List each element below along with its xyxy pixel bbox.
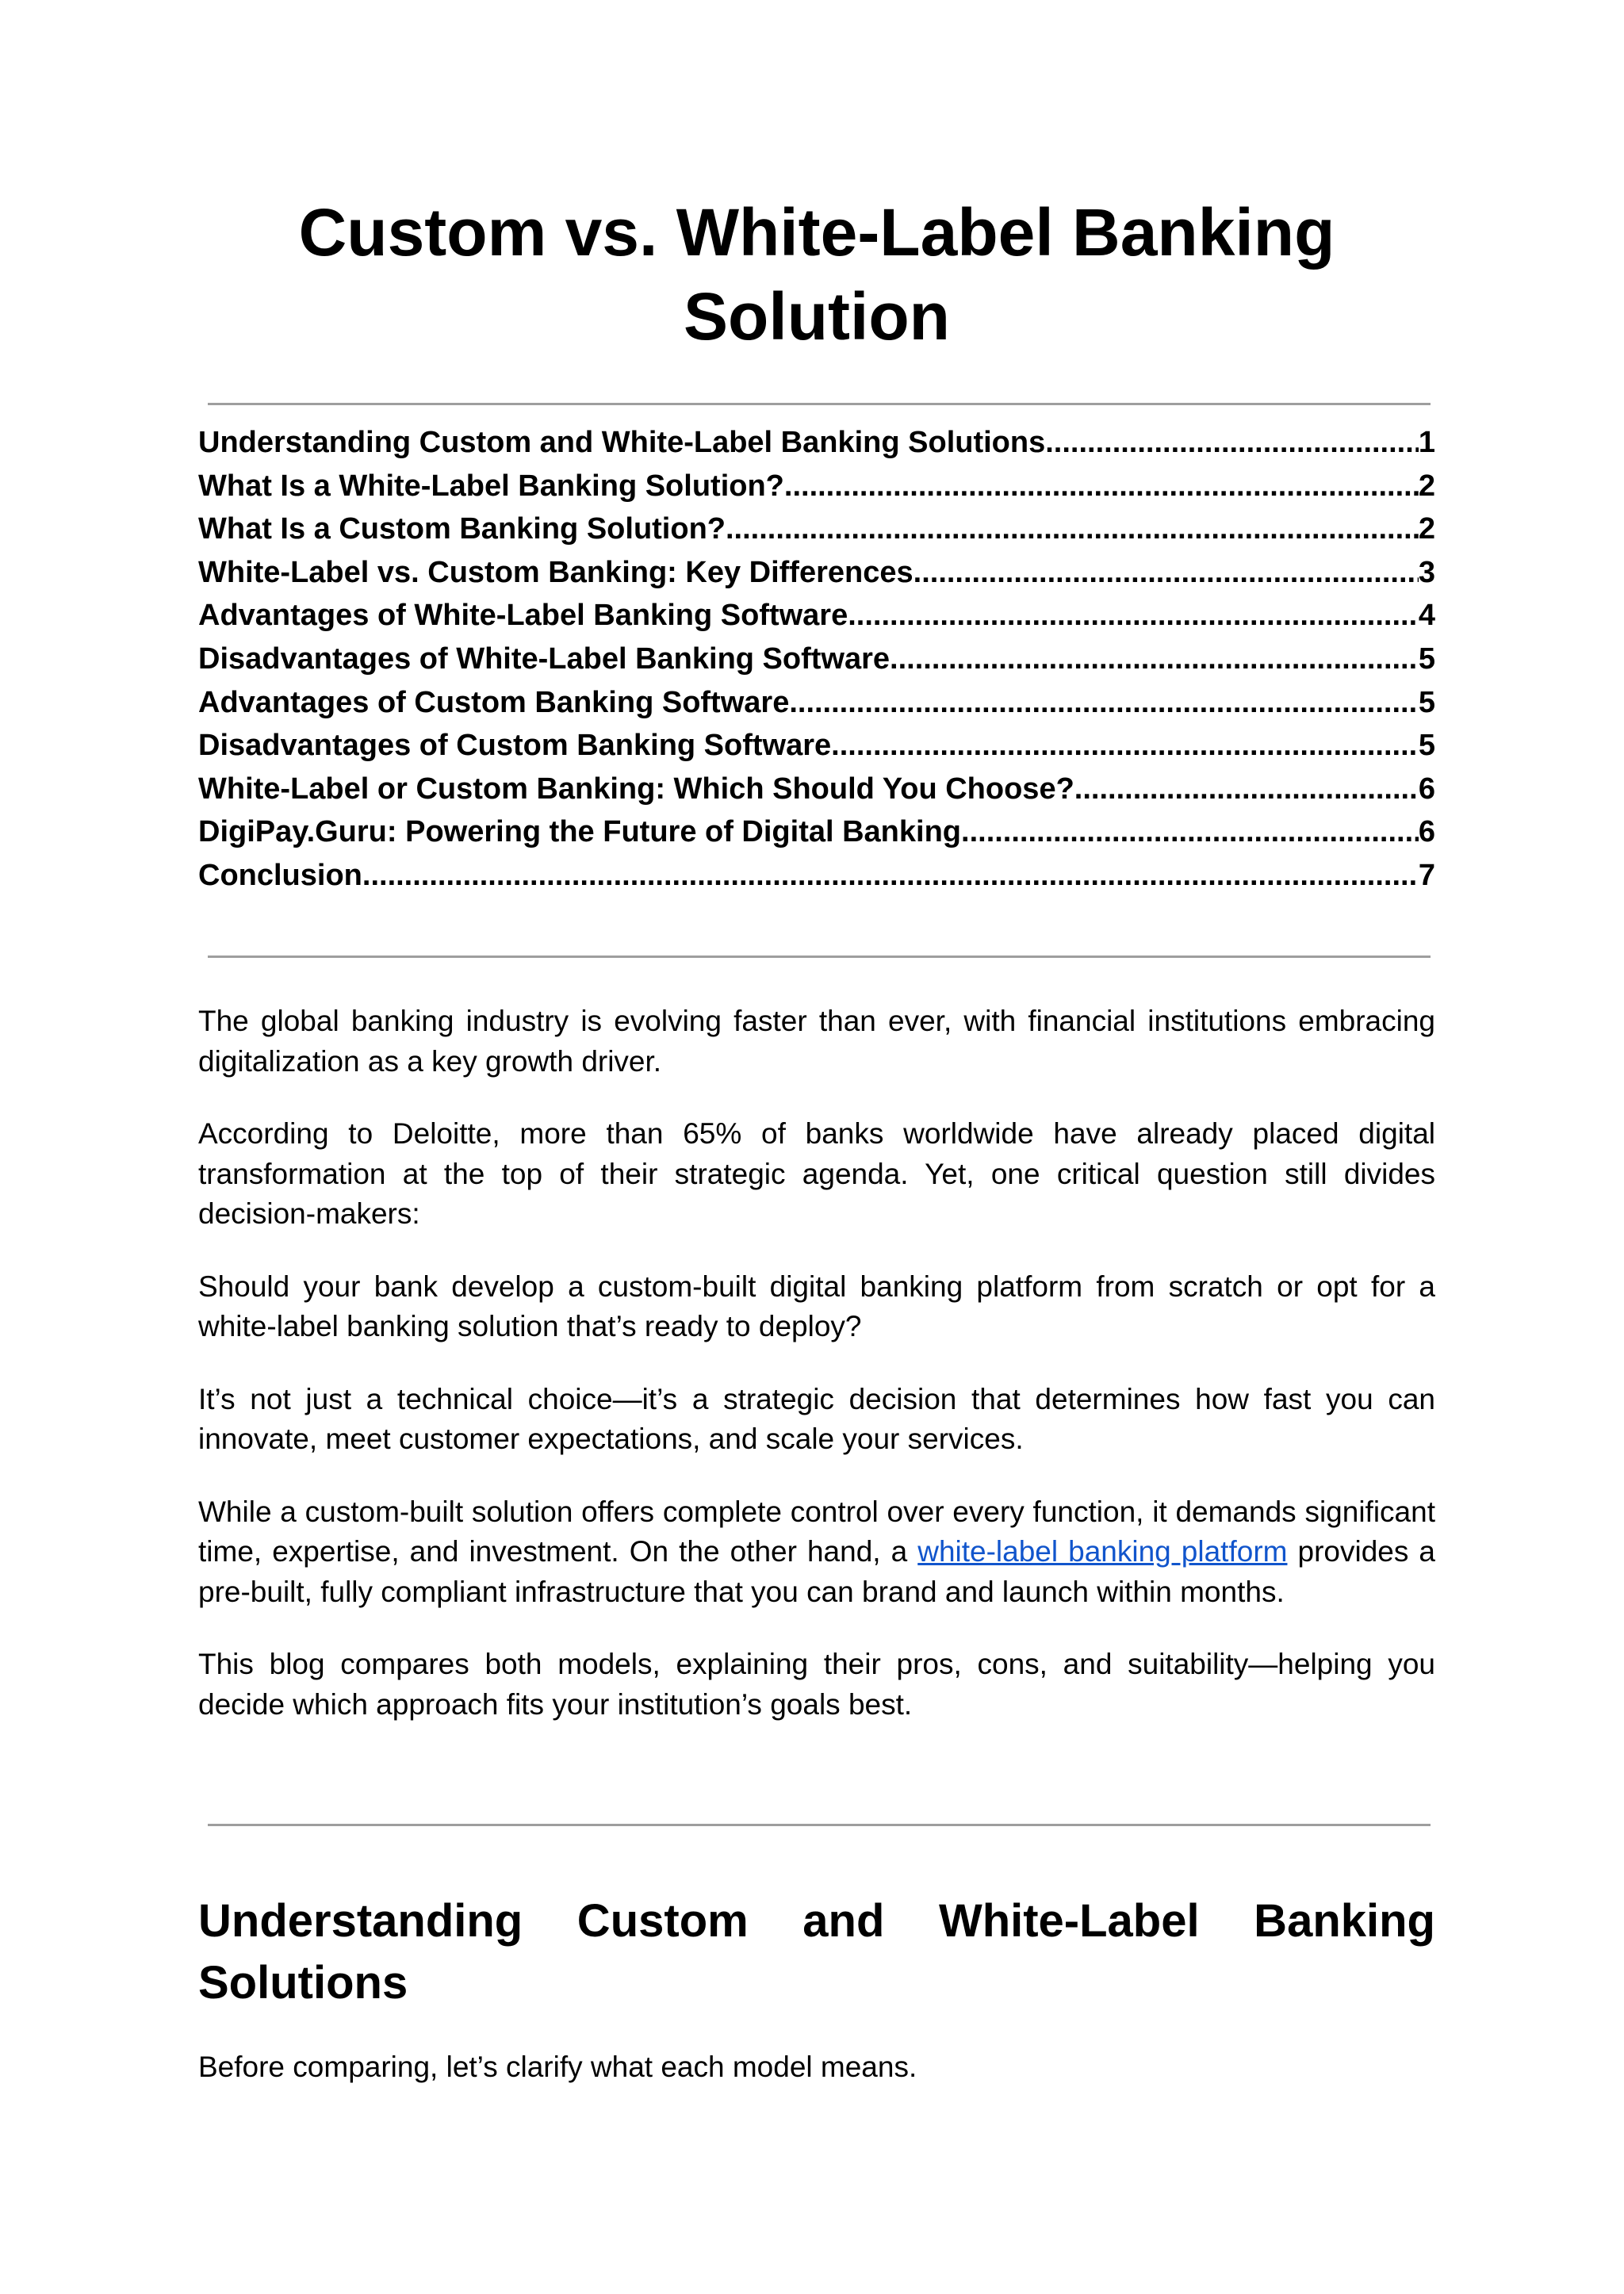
divider — [208, 1824, 1431, 1826]
toc-entry-page-number: 6 — [1418, 772, 1435, 806]
toc-entry-label: Disadvantages of Custom Banking Software — [198, 729, 832, 763]
paragraph-text: provides a pre-built, fully compliant infrastructure that you can brand and launch within months. — [198, 1535, 1435, 1608]
toc-entry-page-number: 5 — [1418, 729, 1435, 763]
toc-entry[interactable] — [198, 551, 1435, 595]
intro-paragraph: It’s not just a technical choice—it’s a strategic decision that determines how fast you can innovate, meet customer expectations, and scale your services. — [198, 1382, 1435, 1455]
toc-entry-page-number: 3 — [1418, 555, 1435, 589]
toc-entry-label: Advantages of White-Label Banking Software — [198, 599, 848, 633]
toc-entry-label: DigiPay.Guru: Powering the Future of Digital Banking — [198, 815, 962, 849]
toc-entry[interactable] — [198, 465, 1435, 508]
toc-entry-page-number: 4 — [1418, 599, 1435, 633]
white-label-banking-platform-link[interactable]: white-label banking platform — [917, 1535, 1288, 1568]
toc-entry[interactable] — [198, 638, 1435, 681]
toc-entry-label: What Is a White-Label Banking Solution? — [198, 469, 784, 503]
toc-entry-page-number: 5 — [1418, 641, 1435, 676]
toc-entry[interactable] — [198, 810, 1435, 854]
toc-leader-dots — [726, 507, 1419, 551]
toc-leader-dots — [789, 681, 1419, 725]
toc-entry-page-number: 2 — [1418, 512, 1435, 546]
toc-leader-dots — [362, 854, 1419, 898]
section-paragraph: Before comparing, let’s clarify what each model means. — [198, 2051, 917, 2083]
intro-section — [198, 1001, 1435, 1757]
intro-paragraph — [198, 1492, 1435, 1613]
toc-leader-dots — [784, 465, 1419, 508]
toc-entry-label: What Is a Custom Banking Solution? — [198, 512, 726, 546]
divider — [208, 403, 1431, 405]
toc-leader-dots — [848, 594, 1419, 638]
toc-entry[interactable] — [198, 507, 1435, 551]
toc-entry-page-number: 7 — [1418, 858, 1435, 892]
toc-entry-label: White-Label or Custom Banking: Which Should You Choose? — [198, 772, 1074, 806]
toc-entry[interactable] — [198, 854, 1435, 898]
toc-entry-page-number: 1 — [1418, 426, 1435, 459]
toc-entry-label: Disadvantages of White-Label Banking Software — [198, 641, 891, 676]
intro-paragraph: This blog compares both models, explaining their pros, cons, and suitability—helping you decide which approach fits your institution’s goals best. — [198, 1648, 1435, 1721]
toc-entry[interactable] — [198, 724, 1435, 768]
toc-entry-label: White-Label vs. Custom Banking: Key Differences — [198, 555, 914, 589]
page-title: Custom vs. White-Label Banking Solution — [298, 195, 1335, 354]
toc-entry[interactable] — [198, 594, 1435, 638]
toc-leader-dots — [1074, 768, 1419, 811]
intro-paragraph: According to Deloitte, more than 65% of banks worldwide have already placed digital transformation at the top of their strategic agenda. Yet, one critical question still divides decision-makers: — [198, 1117, 1435, 1230]
toc-leader-dots — [831, 724, 1419, 768]
section-heading: Understanding Custom and White-Label Banking Solutions — [198, 1895, 1435, 2009]
toc-entry[interactable] — [198, 768, 1435, 811]
toc-entry-page-number: 2 — [1418, 469, 1435, 503]
toc-entry-label: Conclusion — [198, 858, 362, 892]
toc-entry-page-number: 5 — [1418, 685, 1435, 719]
table-of-contents — [198, 421, 1435, 898]
paragraph-text: While a custom-built solution offers complete control over every function, it demands significant time, expertise, and investment. On the other hand, a — [198, 1495, 1435, 1568]
intro-paragraph: Should your bank develop a custom-built digital banking platform from scratch or opt for a white-label banking solution that’s ready to deploy? — [198, 1270, 1435, 1342]
divider — [208, 956, 1431, 958]
intro-paragraph: The global banking industry is evolving faster than ever, with financial institutions embracing digitalization as a key growth driver. — [198, 1005, 1435, 1078]
toc-entry-page-number: 6 — [1418, 815, 1435, 849]
toc-entry-label: Advantages of Custom Banking Software — [198, 685, 790, 719]
toc-entry-label: Understanding Custom and White-Label Banking Solutions — [198, 426, 1046, 459]
toc-leader-dots — [914, 551, 1419, 595]
toc-leader-dots — [961, 810, 1419, 854]
toc-leader-dots — [1045, 421, 1419, 465]
toc-entry[interactable] — [198, 681, 1435, 725]
toc-leader-dots — [890, 638, 1419, 681]
toc-entry[interactable] — [198, 421, 1435, 465]
